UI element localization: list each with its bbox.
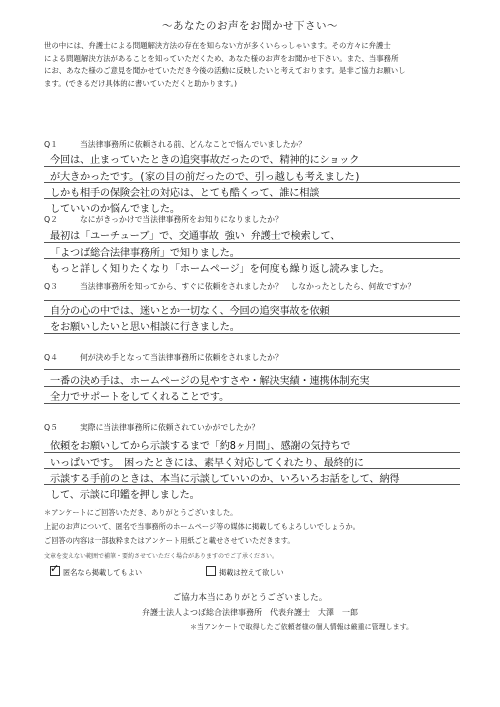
ruled-line (44, 242, 460, 243)
question-5 (44, 422, 464, 433)
intro-line: ます。(できるだけ具体的に書いていただくと助かります。) (44, 78, 238, 88)
ruled-line (44, 386, 460, 387)
intro-line: にお、あなた様のご意見を聞かせていただき今後の活動に反映したいと考えております。是非ご協力お願いし (44, 66, 406, 76)
answer-line: 示談する手前のときは、本当に示談していいのか、いろいろお話をして、納得 (50, 474, 400, 485)
signature: 弁護士法人よつば総合法律事務所 代表弁護士 大澤 一郎 (142, 608, 358, 617)
ruled-line (44, 316, 460, 317)
answer-line: 一番の決め手は、ホームページの見やすさや・解決実績・連携体制充実 (50, 376, 370, 387)
checkbox-checked-icon[interactable] (50, 566, 60, 576)
question-text: 何が決め手となって当法律事務所に依頼をされましたか？ (80, 353, 283, 362)
question-4 (44, 352, 464, 363)
ruled-line (44, 452, 460, 453)
afterword-line: 上記のお声について、匿名で当事務所のホームページ等の媒体に掲載してもよろしいでしょうか。 (44, 522, 360, 531)
answer-line: 自分の心の中では、迷いとか一切なく、今回の追突事故を依頼 (50, 306, 330, 317)
question-number: Q３ (44, 282, 58, 291)
question-number: Q５ (44, 423, 58, 432)
question-text: なにがきっかけで当法律事務所をお知りになりましたか？ (80, 215, 283, 224)
answer-line: いっぱいです。 困ったときには、素早く対応してくれたり、最終的に (50, 458, 364, 469)
answer-line: をお願いしたいと思い相談に行きました。 (50, 322, 240, 333)
ruled-line (44, 403, 460, 404)
answer-line: しかも相手の保険会社の対応は、とても酷くって、誰に相談 (50, 188, 320, 199)
ruled-line (44, 468, 460, 469)
answer-line: 今回は、止まっていたときの追突事故だったので、精神的にショック (50, 155, 360, 166)
question-number: Q１ (44, 140, 58, 149)
question-number: Q４ (44, 353, 58, 362)
checkbox-icon[interactable] (206, 566, 216, 576)
question-3 (44, 281, 464, 292)
option-decline[interactable] (206, 566, 284, 578)
ruled-line (44, 484, 460, 485)
privacy-note: ＊当アンケートで取得したご依頼者様の個人情報は厳重に管理します。 (190, 623, 414, 631)
ruled-line (44, 182, 460, 183)
answer-line: 「よつば総合法律事務所」で知りました。 (50, 248, 240, 259)
answer-line: して、示談に印鑑を押しました。 (50, 490, 200, 501)
answer-line: もっと詳しく知りたくなり「ホームページ」を何度も繰り返し読みました。 (50, 264, 390, 275)
intro-line: による問題解決方法があることを知っていただくため、あなた様のお声をお聞かせ下さい。また、当事務所 (44, 53, 399, 63)
edit-note: 文章を変えない範囲で補筆・要約させていただく場合がありますのでご了承ください。 (44, 553, 279, 560)
question-text: 実際に当法律事務所に依頼されていかがでしたか？ (80, 423, 260, 432)
thanks-message: ご協力本当にありがとうございました。 (172, 593, 328, 603)
answer-line: 依頼をお願いしてから示談するまで「約8ヶ月間」、感謝の気持ちで (50, 441, 351, 452)
answer-line: が大きかったです。(家の目の前だったので、引っ越しも考えました) (50, 172, 361, 183)
answer-line: していいのか悩んでました。 (50, 204, 180, 215)
ruled-line (44, 333, 460, 334)
ruled-line (44, 300, 460, 301)
afterword-line: ご回答の内容は一部抜粋またはアンケート用紙ごと載せさせていただきます。 (44, 536, 295, 545)
option-label: 掲載は控えて欲しい (219, 568, 284, 577)
question-2 (44, 214, 464, 225)
intro-line: 世の中には、弁護士による問題解決方法の存在を知らない方が多くいらっしゃいます。その方々に弁護士 (44, 41, 391, 50)
question-text: 当法律事務所を知ってから、すぐに依頼をされましたか？ しなかったとしたら、何故ですか？ (80, 282, 416, 291)
option-label: 匿名なら掲載してもよい (63, 568, 143, 577)
answer-line: 最初は「ユーチューブ」で、交通事故 強い 弁護士で検索して、 (50, 231, 341, 242)
question-number: Q２ (44, 215, 58, 224)
answer-line: 全力でサポートをしてくれることです。 (50, 392, 229, 403)
option-anonymous[interactable] (50, 566, 142, 578)
question-text: 当法律事務所に依頼される前、どんなことで悩んでいましたか？ (80, 140, 307, 149)
afterword-line: ＊アンケートにご回答いただき、ありがとうございました。 (44, 508, 238, 517)
ruled-line (44, 369, 460, 370)
question-1 (44, 139, 464, 150)
page-title: ～あなたのお声をお聞かせ下さい～ (162, 20, 338, 32)
ruled-line (44, 198, 460, 199)
ruled-line (44, 258, 460, 259)
ruled-line (44, 166, 460, 167)
intro-text (44, 40, 464, 90)
